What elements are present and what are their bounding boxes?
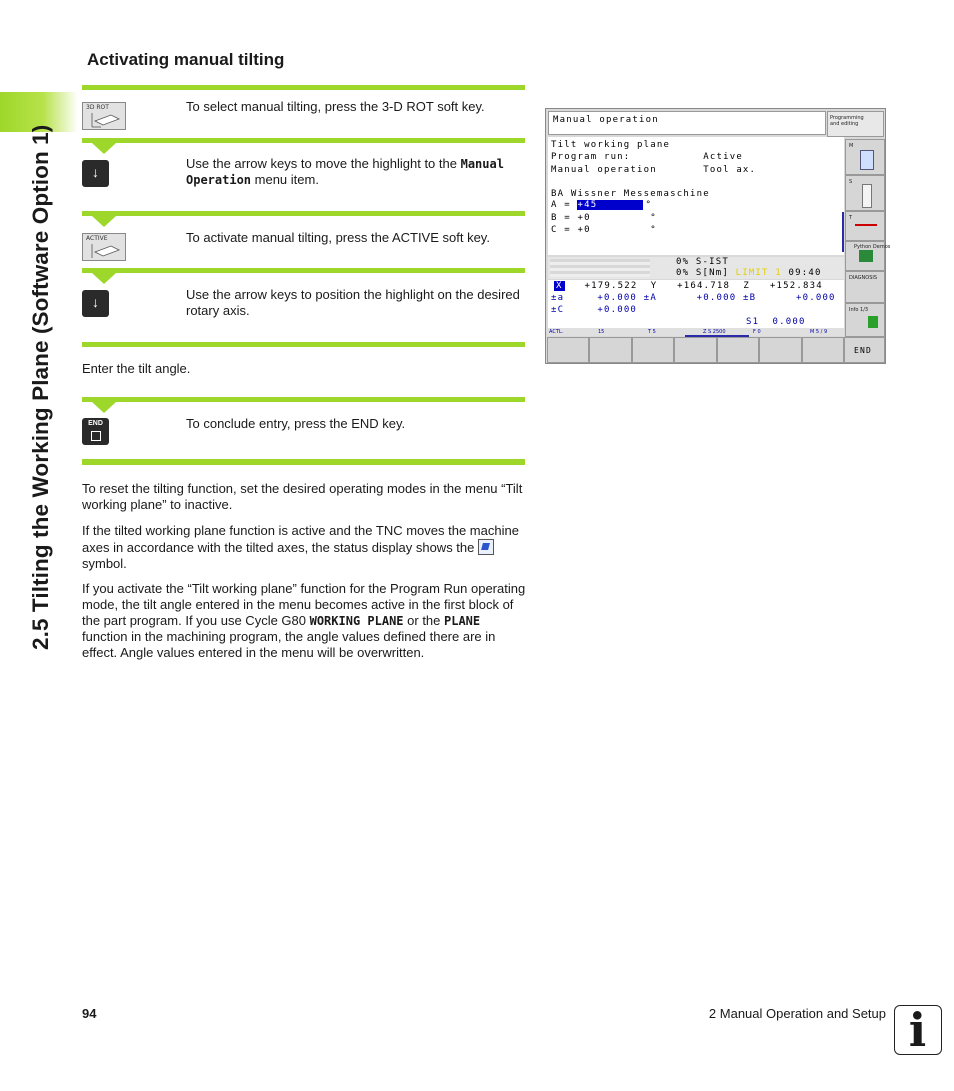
step-3-text: To activate manual tilting, press the ACTIVE soft key. — [186, 230, 490, 245]
tnc-screen-screenshot — [545, 108, 891, 364]
screen-softkey-5[interactable] — [717, 337, 759, 363]
softkey-diagnosis[interactable]: DIAGNOSIS — [845, 271, 885, 303]
step-divider — [82, 138, 525, 143]
step-5-text: To conclude entry, press the END key. — [186, 416, 406, 431]
end-key: END — [82, 418, 109, 445]
screen-softkey-2[interactable] — [589, 337, 632, 363]
tilt-plane-icon — [89, 242, 121, 260]
tilt-plane-icon — [89, 111, 121, 129]
paragraph-reset: To reset the tilting function, set the desired operating modes in the menu “Tilt working plane” to inactive. — [82, 481, 523, 512]
footer-chapter-title: 2 Manual Operation and Setup — [708, 1006, 886, 1021]
a-axis-row: A = +45 ° — [551, 200, 653, 210]
screen-softkey-end[interactable]: END — [844, 337, 885, 363]
step-divider — [82, 397, 525, 402]
tilted-plane-status-icon — [478, 539, 494, 555]
a-axis-input[interactable]: +45 — [577, 200, 643, 210]
bottom-status-bar: ACTL. 15 T 5 Z S 2500 F 0 M 5 / 9 — [548, 328, 844, 336]
arrow-down-key — [82, 290, 109, 317]
paragraph-status-symbol: If the tilted working plane function is active and the TNC moves the machine axes in accordance with the tilted axes, the status display shows the symbol. — [82, 523, 519, 571]
arrow-down-icon: ↓ — [92, 294, 99, 310]
step-arrow — [92, 273, 116, 284]
step-divider — [82, 268, 525, 273]
softkey-python-demos[interactable]: Python Demos — [845, 241, 885, 271]
screen-softkey-4[interactable] — [674, 337, 717, 363]
softkey-3d-rot-image: 3D ROT — [82, 102, 126, 130]
softkey-m[interactable]: M — [845, 139, 885, 175]
softkey-active-image: ACTIVE — [82, 233, 126, 261]
step-divider — [82, 342, 525, 347]
position-display: X +179.522 Y +164.718 Z +152.834 ±a +0.000 ±A +0.000 ±B +0.000 ±C +0.000 S1 0.000 — [548, 280, 844, 328]
softkey-info[interactable]: Info 1/3 — [845, 303, 885, 337]
load-status: 0% S-IST 0% S[Nm] LIMIT 1 09:40 — [548, 257, 844, 279]
screen-softkey-6[interactable] — [759, 337, 802, 363]
tilt-menu-lines: Tilt working plane Program run: Active Manual operation Tool ax. BA Wissner Messemaschine — [551, 140, 757, 200]
section-title: Activating manual tilting — [87, 50, 285, 69]
screen-top-right-mode: Programming and editing — [827, 111, 884, 137]
step-arrow — [92, 216, 116, 227]
step-divider — [82, 85, 525, 90]
info-icon: i — [894, 1005, 942, 1055]
step-4-text: Use the arrow keys to position the highlight on the desired rotary axis. — [186, 287, 520, 318]
step-2-text: Use the arrow keys to move the highlight to the Manual Operation menu item. — [186, 156, 504, 187]
end-key-square-icon — [91, 431, 101, 441]
paragraph-program-run: If you activate the “Tilt working plane” function for the Program Run operating mode, the tilt angle entered in the menu becomes active in the first block of the part program. If you use Cycle G80 WORKING PLANE or the PLANE function in the machining program, the angle values defined there are in effect. Angle values entered in the menu will be overwritten. — [82, 581, 526, 660]
step-divider — [82, 211, 525, 216]
screen-softkey-3[interactable] — [632, 337, 674, 363]
step-arrow — [92, 143, 116, 154]
softkey-page-indicator — [685, 335, 749, 337]
screen-softkey-7[interactable] — [802, 337, 844, 363]
page-number: 94 — [82, 1006, 97, 1021]
screen-mode-title: Manual operation — [553, 115, 659, 125]
panel-scrollbar — [842, 212, 844, 252]
screen-softkey-1[interactable] — [547, 337, 589, 363]
enter-tilt-text: Enter the tilt angle. — [82, 361, 191, 376]
screen-header — [548, 111, 826, 135]
c-axis-row: C = +0 ° — [551, 225, 657, 235]
step-arrow — [92, 402, 116, 413]
b-axis-row: B = +0 ° — [551, 213, 657, 223]
arrow-down-icon: ↓ — [92, 164, 99, 180]
steps-end-divider — [82, 459, 525, 465]
tilt-menu-panel — [548, 137, 844, 255]
softkey-s[interactable]: S — [845, 175, 885, 211]
step-1-text: To select manual tilting, press the 3-D ROT soft key. — [186, 99, 485, 114]
arrow-down-key — [82, 160, 109, 187]
softkey-t[interactable]: T — [845, 211, 885, 241]
